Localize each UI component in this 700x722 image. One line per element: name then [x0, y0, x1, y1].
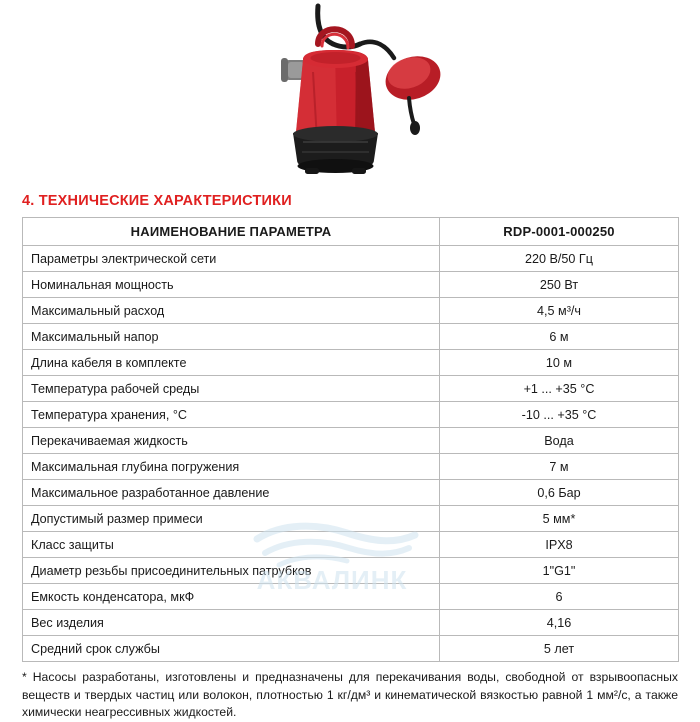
- param-name: Максимальный напор: [23, 324, 440, 350]
- param-name: Вес изделия: [23, 610, 440, 636]
- specs-table-container: [22, 217, 678, 662]
- table-header-row: [23, 218, 679, 246]
- param-name: Перекачиваемая жидкость: [23, 428, 440, 454]
- table-row: [23, 402, 679, 428]
- param-name: Максимальный расход: [23, 298, 440, 324]
- specs-table: [22, 217, 679, 662]
- table-row: [23, 350, 679, 376]
- param-value: -10 ... +35 °С: [440, 402, 679, 428]
- param-value: 5 лет: [440, 636, 679, 662]
- param-name: Допустимый размер примеси: [23, 506, 440, 532]
- param-value: 4,16: [440, 610, 679, 636]
- param-name: Максимальная глубина погружения: [23, 454, 440, 480]
- float-switch: [380, 49, 446, 135]
- table-row: [23, 506, 679, 532]
- param-name: Параметры электрической сети: [23, 246, 440, 272]
- section-heading: 4. ТЕХНИЧЕСКИЕ ХАРАКТЕРИСТИКИ: [22, 193, 292, 209]
- param-value: 250 Вт: [440, 272, 679, 298]
- table-row: [23, 246, 679, 272]
- param-value: 1"G1": [440, 558, 679, 584]
- table-row: [23, 480, 679, 506]
- param-name: Емкость конденсатора, мкФ: [23, 584, 440, 610]
- param-name: Класс защиты: [23, 532, 440, 558]
- param-value: 0,6 Бар: [440, 480, 679, 506]
- table-row: [23, 584, 679, 610]
- table-header-parameter: НАИМЕНОВАНИЕ ПАРАМЕТРА: [23, 218, 440, 246]
- product-image: [0, 0, 700, 185]
- table-row: [23, 454, 679, 480]
- param-name: Средний срок службы: [23, 636, 440, 662]
- param-name: Диаметр резьбы присоединительных патрубков: [23, 558, 440, 584]
- param-value: 6: [440, 584, 679, 610]
- param-value: 6 м: [440, 324, 679, 350]
- param-name: Температура рабочей среды: [23, 376, 440, 402]
- param-value: +1 ... +35 °С: [440, 376, 679, 402]
- table-row: [23, 636, 679, 662]
- param-name: Температура хранения, °С: [23, 402, 440, 428]
- param-value: IPX8: [440, 532, 679, 558]
- table-row: [23, 298, 679, 324]
- table-row: [23, 558, 679, 584]
- param-value: Вода: [440, 428, 679, 454]
- param-value: 10 м: [440, 350, 679, 376]
- table-row: [23, 532, 679, 558]
- footnote: * Насосы разработаны, изготовлены и предназначены для перекачивания воды, свободной от взрывоопасных веществ и твердых частиц или волокон, плотностью 1 кг/дм³ и кинематической вязкостью равной 1 мм²/с, а также химически неагрессивных жидкостей.: [22, 670, 678, 720]
- param-name: Длина кабеля в комплекте: [23, 350, 440, 376]
- param-value: 5 мм*: [440, 506, 679, 532]
- table-row: [23, 428, 679, 454]
- table-row: [23, 324, 679, 350]
- param-value: 4,5 м³/ч: [440, 298, 679, 324]
- watermark-text: АКВАЛИНК: [256, 565, 408, 595]
- pump-illustration: [0, 0, 700, 185]
- pump-base: [293, 126, 378, 174]
- table-row: [23, 376, 679, 402]
- param-value: 220 В/50 Гц: [440, 246, 679, 272]
- param-name: Номинальная мощность: [23, 272, 440, 298]
- table-row: [23, 610, 679, 636]
- table-row: [23, 272, 679, 298]
- param-value: 7 м: [440, 454, 679, 480]
- table-header-model: RDP-0001-000250: [440, 218, 679, 246]
- param-name: Максимальное разработанное давление: [23, 480, 440, 506]
